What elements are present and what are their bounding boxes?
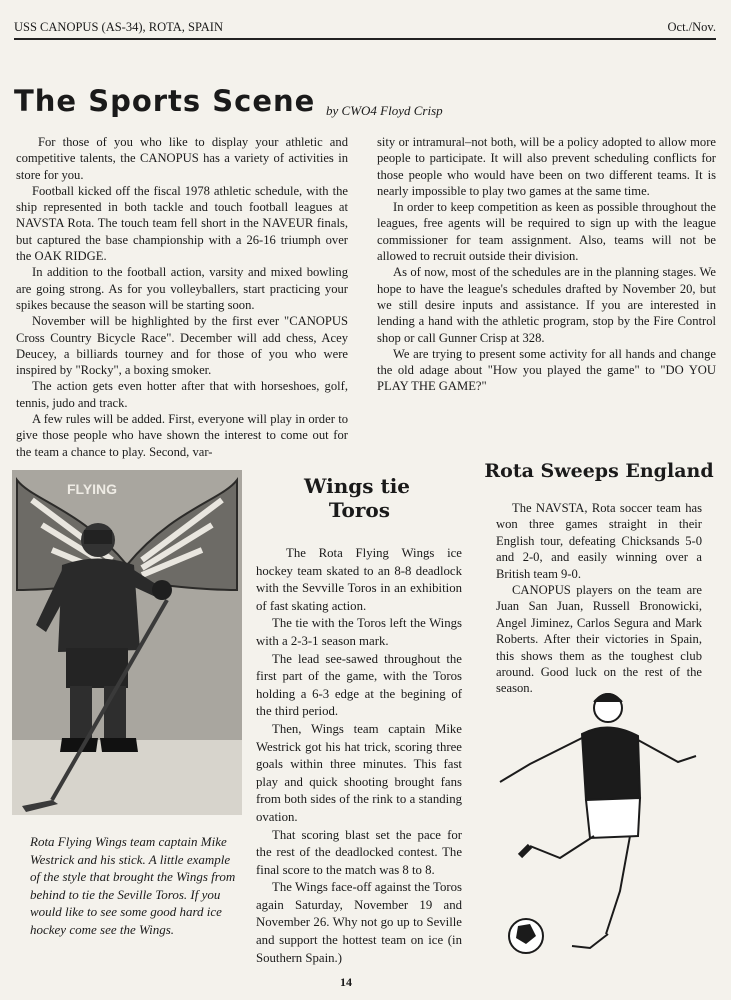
- wings-headline-line1: Wings tie: [304, 474, 411, 498]
- wings-headline: [258, 474, 418, 522]
- feature-column-right: [377, 134, 716, 395]
- wings-paragraph: The Wings face-off against the Toros again Saturday, November 19 and November 26. Why not go up to Seville and support the hottest team on ice (in Southern Spain.): [256, 880, 462, 965]
- wings-paragraph: The tie with the Toros left the Wings with a 2-3-1 season mark.: [256, 616, 462, 648]
- wings-paragraph: The lead see-sawed throughout the first part of the game, with the Toros holding a 6-3 edge at the begining of the third period.: [256, 651, 462, 719]
- hockey-player-photo: [12, 470, 242, 815]
- feature-paragraph: We are trying to present some activity for all hands and change the old adage about "How you played the game" to "DO YOU PLAY THE GAME?": [377, 346, 716, 394]
- feature-byline: by CWO4 Floyd Crisp: [326, 103, 443, 118]
- wings-paragraph: The Rota Flying Wings ice hockey team skated to an 8-8 deadlock with the Sevville Toros in an exhibition of fast skating action.: [256, 546, 462, 613]
- page-header: [14, 18, 716, 40]
- hockey-player-illustration: [12, 470, 242, 815]
- feature-paragraph: In addition to the football action, varsity and mixed bowling are going strong. As for you volleyballers, start practicing your spikes because the season will be starting soon.: [16, 265, 348, 312]
- feature-paragraph: For those of you who like to display your athletic and competitive talents, the CANOPUS has a variety of activities in store for you.: [16, 135, 348, 182]
- soccer-player-illustration: [490, 686, 710, 966]
- wings-paragraph: Then, Wings team captain Mike Westrick got his hat trick, scoring three goals within three minutes. This fast play and quick shooting brought fans from both sides of the rink to a standing ovation.: [256, 721, 462, 824]
- page-number: 14: [340, 975, 352, 989]
- feature-paragraph: Football kicked off the fiscal 1978 athletic schedule, with the ship represented in both tackle and touch football leagues at NAVSTA Rota. The touch team fell short in the NAVEUR finals, but captured the base championship with a 26-16 triumph over the OAK RIDGE.: [16, 183, 348, 264]
- wings-headline-line2: Toros: [328, 498, 390, 522]
- wings-article-body: [256, 545, 462, 967]
- issue-date: Oct./Nov.: [667, 20, 716, 34]
- publication-name: USS CANOPUS (AS-34), ROTA, SPAIN: [14, 20, 223, 34]
- photo-banner-text: FLYING: [67, 481, 118, 497]
- england-paragraph: CANOPUS players on the team are Juan San Juan, Russell Bronowicki, Angel Jiminez, Carlos Segura and Mark Roberts. After their victories in Spain, this shows them as the toughest club around. Good luck on the rest of the season.: [496, 583, 702, 696]
- wings-paragraph: That scoring blast set the pace for the rest of the deadlocked contest. The final score to the match was 8 to 8.: [256, 827, 462, 877]
- feature-paragraph: The action gets even hotter after that with horseshoes, golf, tennis, judo and track.: [16, 379, 348, 410]
- photo-caption: Rota Flying Wings team captain Mike Westrick and his stick. A little example of the style that brought the Wings from behind to tie the Seville Toros. If you would like to see some good hard ice hockey come see the Wings.: [30, 834, 236, 937]
- feature-paragraph: sity or intramural–not both, will be a policy adopted to allow more people to participate. It will also prevent scheduling conflicts for those people who would have been on two different teams. It is nearly impossible to play two games at the same time.: [377, 135, 716, 198]
- england-headline: Rota Sweeps England: [484, 460, 714, 482]
- feature-title: The Sports Scene: [14, 84, 316, 118]
- feature-paragraph: As of now, most of the schedules are in the planning stages. We hope to have the league's schedules drafted by November 20, but we still desire inputs and assistance. If you are interested in lending a hand with the athletic program, stop by the Fire Control shop or call Gunner Crisp at 328.: [377, 265, 716, 345]
- england-article-body: [496, 500, 702, 697]
- england-paragraph: The NAVSTA, Rota soccer team has won three games straight in their English tour, defeating Chicksands 5-0 and 2-0, and easily winning over a British team 9-0.: [496, 501, 702, 581]
- feature-column-left: [16, 134, 348, 460]
- feature-paragraph: November will be highlighted by the first ever "CANOPUS Cross Country Bicycle Race". December will add chess, Acey Deucey, a billiards tourney and for those of you who were inspired by "Rocky", a boxing smoker.: [16, 314, 348, 378]
- feature-paragraph: A few rules will be added. First, everyone will play in order to give those people who have shown the interest to come out for the team a chance to play. Second, var-: [16, 412, 348, 459]
- soccer-player-icon: [490, 686, 710, 966]
- feature-paragraph: In order to keep competition as keen as possible throughout the leagues, free agents will be required to sign up with the league commissioner for team assignment. Also, teams will not be allowed to recruit outside their division.: [377, 200, 716, 264]
